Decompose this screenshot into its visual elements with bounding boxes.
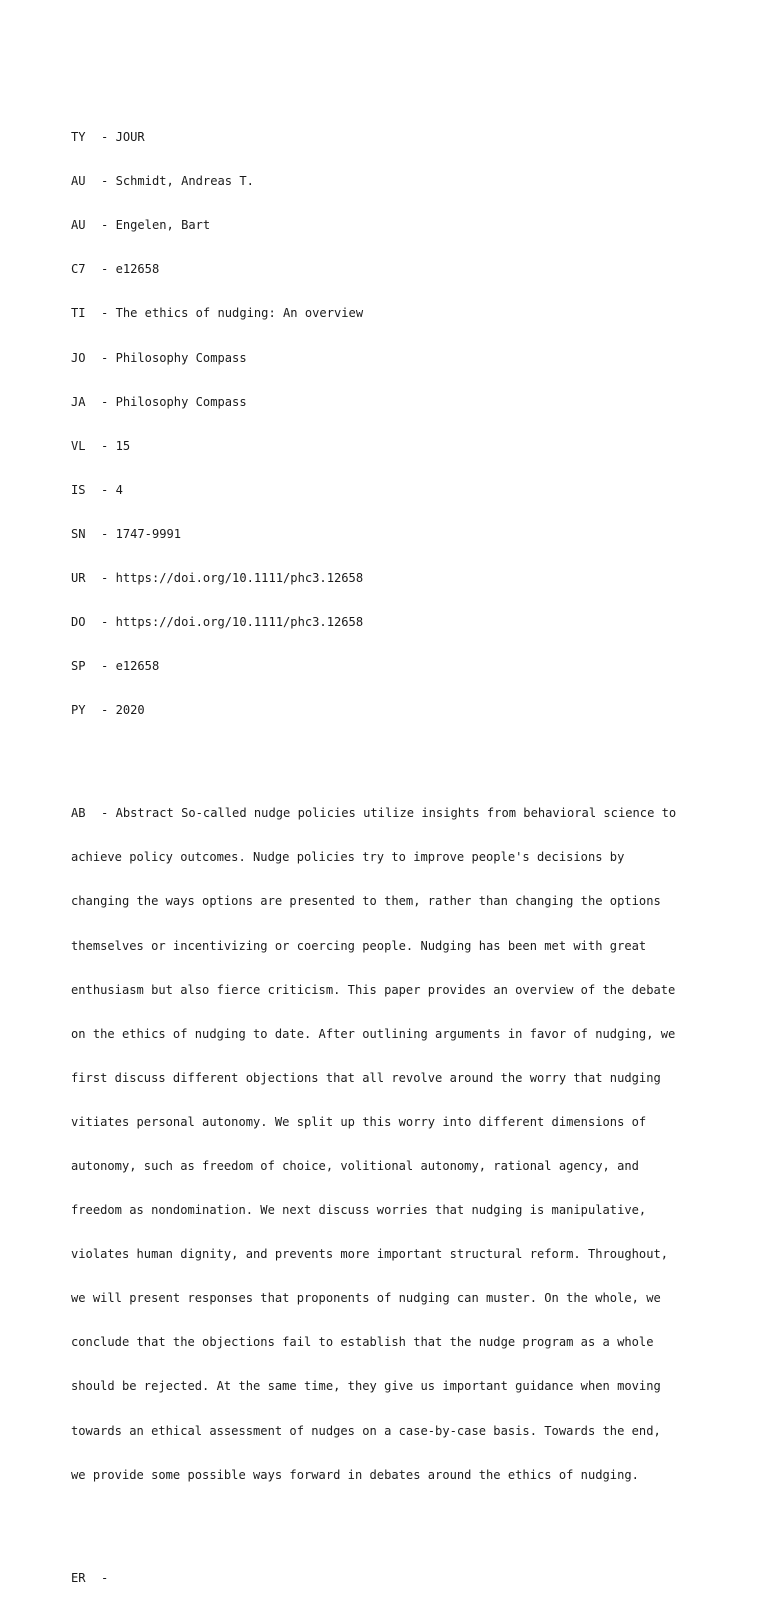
field-value: 2020 <box>115 703 145 718</box>
abstract-line: freedom as nondomination. We next discuss worries that nudging is manipulative, <box>71 1203 647 1218</box>
field-tag: ER <box>71 1570 86 1585</box>
abstract-line: conclude that the objections fail to establish that the nudge program as a whole <box>71 1335 654 1350</box>
ris-field-type <box>71 130 711 145</box>
field-separator: - <box>101 394 116 409</box>
abstract-line: enthusiasm but also fierce criticism. This paper provides an overview of the debate <box>71 982 676 997</box>
field-tag: AU <box>71 218 86 233</box>
ris-field-start-page <box>71 659 711 674</box>
field-separator: - <box>101 806 116 821</box>
field-value: e12658 <box>115 262 160 277</box>
ris-field-article-number <box>71 262 711 277</box>
field-separator: - <box>101 130 116 145</box>
field-separator: - <box>101 482 116 497</box>
field-tag: SN <box>71 526 86 541</box>
field-tag: C7 <box>71 262 86 277</box>
field-tag: VL <box>71 438 86 453</box>
abstract-line: we provide some possible ways forward in debates around the ethics of nudging. <box>71 1467 639 1482</box>
abstract-line: should be rejected. At the same time, they give us important guidance when moving <box>71 1379 661 1394</box>
abstract-line: violates human dignity, and prevents more important structural reform. Throughout, <box>71 1247 669 1262</box>
ris-field-author <box>71 218 711 233</box>
abstract-line: vitiates personal autonomy. We split up this worry into different dimensions of <box>71 1114 647 1129</box>
field-tag: JA <box>71 394 86 409</box>
field-separator: - <box>101 1570 116 1585</box>
ris-field-journal-abbrev <box>71 395 711 410</box>
field-separator: - <box>101 571 116 586</box>
abstract-line: themselves or incentivizing or coercing people. Nudging has been met with great <box>71 938 647 953</box>
ris-field-journal <box>71 351 711 366</box>
field-tag: AB <box>71 806 86 821</box>
ris-field-year <box>71 703 711 718</box>
field-value: Schmidt, Andreas T. <box>115 174 254 189</box>
abstract-line: achieve policy outcomes. Nudge policies try to improve people's decisions by <box>71 850 625 865</box>
field-tag: TY <box>71 130 86 145</box>
abstract-line: on the ethics of nudging to date. After outlining arguments in favor of nudging, we <box>71 1026 676 1041</box>
abstract-text: Abstract So-called nudge policies utilize insights from behavioral science to <box>115 806 677 821</box>
field-tag: JO <box>71 350 86 365</box>
ris-field-end-record <box>71 1571 711 1586</box>
field-value: https://doi.org/10.1111/phc3.12658 <box>115 615 364 630</box>
field-value: 15 <box>115 438 131 453</box>
abstract-first-line <box>71 806 711 821</box>
field-value: 1747-9991 <box>115 526 182 541</box>
abstract-line: changing the ways options are presented to them, rather than changing the options <box>71 894 661 909</box>
abstract-line: first discuss different objections that all revolve around the worry that nudging <box>71 1070 661 1085</box>
field-tag: AU <box>71 174 86 189</box>
field-separator: - <box>101 174 116 189</box>
field-value: Engelen, Bart <box>115 218 211 233</box>
field-separator: - <box>101 659 116 674</box>
field-tag: IS <box>71 482 86 497</box>
field-value: https://doi.org/10.1111/phc3.12658 <box>115 571 364 586</box>
abstract-line: we will present responses that proponents of nudging can muster. On the whole, we <box>71 1291 661 1306</box>
field-separator: - <box>101 262 116 277</box>
ris-field-abstract <box>71 777 711 1512</box>
field-separator: - <box>101 306 116 321</box>
field-tag: SP <box>71 659 86 674</box>
field-value: JOUR <box>115 130 145 145</box>
field-tag: PY <box>71 703 86 718</box>
abstract-line: towards an ethical assessment of nudges on a case-by-case basis. Towards the end, <box>71 1423 661 1438</box>
field-tag: UR <box>71 571 86 586</box>
field-value: e12658 <box>115 659 160 674</box>
ris-field-volume <box>71 439 711 454</box>
field-value: 4 <box>115 482 123 497</box>
field-tag: TI <box>71 306 86 321</box>
ris-field-issue <box>71 483 711 498</box>
field-separator: - <box>101 218 116 233</box>
field-separator: - <box>101 615 116 630</box>
field-tag: DO <box>71 615 86 630</box>
ris-field-title <box>71 306 711 321</box>
ris-field-issn <box>71 527 711 542</box>
field-value: Philosophy Compass <box>115 350 247 365</box>
field-separator: - <box>101 703 116 718</box>
ris-field-url <box>71 571 711 586</box>
field-separator: - <box>101 350 116 365</box>
field-separator: - <box>101 438 116 453</box>
ris-citation-record <box>71 86 711 1600</box>
ris-field-doi <box>71 615 711 630</box>
ris-field-author <box>71 174 711 189</box>
field-value: Philosophy Compass <box>115 394 247 409</box>
field-separator: - <box>101 526 116 541</box>
abstract-line: autonomy, such as freedom of choice, volitional autonomy, rational agency, and <box>71 1158 639 1173</box>
field-value: The ethics of nudging: An overview <box>115 306 364 321</box>
